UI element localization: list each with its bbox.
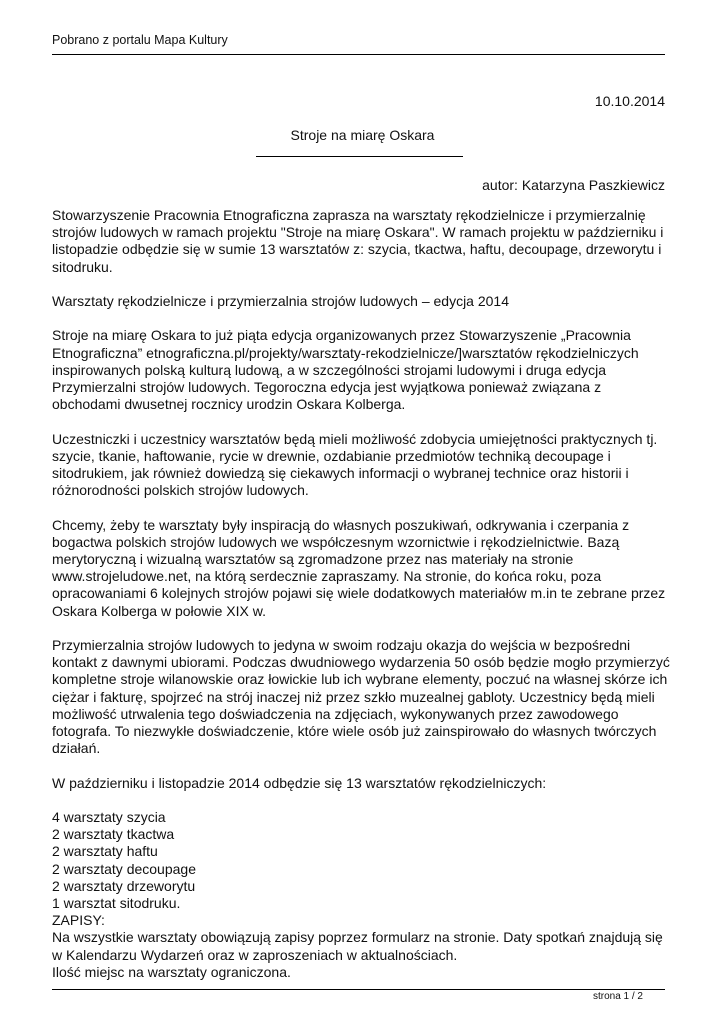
body-paragraph: Uczestniczki i uczestnicy warsztatów będą mieli możliwość zdobycia umiejętności praktycznych tj. szycie, tkanie, haftowanie, rycie w drewnie, ozdabianie przedmiotów techniką decoupage i sitodrukiem, jak również dowiedzą się ciekawych informacji o wybranej technice oraz historii i różnorodności polskich strojów ludowych. <box>52 430 658 499</box>
list-item: 2 warsztaty drzeworytu <box>52 877 196 894</box>
list-item: 4 warsztaty szycia <box>52 809 166 825</box>
article-body <box>52 207 672 981</box>
list-item: 2 warsztaty tkactwa <box>52 826 175 843</box>
body-paragraph: Chcemy, żeby te warsztaty były inspiracją do własnych poszukiwań, odkrywania i czerpania z bogactwa polskich strojów ludowych we współczesnym wzornictwie i rękodzielnictwie. Bazą merytoryczną i wizualną warsztatów są zgromadzone przez nas materiały na stronie www.strojeludowe.net, na którą serdecznie zapraszamy. Na stronie, do końca roku, poza opracowaniami 6 kolejnych strojów pojawi się wiele dodatkowych materiałów m.in te zebrane przez Oskara Kolberga w połowie XIX w. <box>52 516 666 619</box>
article-date: 10.10.2014 <box>594 93 665 109</box>
signup-heading: ZAPISY: <box>52 912 105 929</box>
signup-text: Na wszystkie warsztaty obowiązują zapisy poprzez formularz na stronie. Daty spotkań znajdują się w Kalendarzu Wydarzeń oraz w zaproszeniach w aktualnościach. <box>52 929 663 963</box>
article-author: autor: Katarzyna Paszkiewicz <box>482 177 665 193</box>
workshops-intro: W październiku i listopadzie 2014 odbędzie się 13 warsztatów rękodzielniczych: <box>52 774 547 791</box>
list-item: 2 warsztaty haftu <box>52 843 158 860</box>
list-item: 2 warsztaty decoupage <box>52 860 196 877</box>
footer-divider <box>52 989 665 990</box>
workshop-list <box>52 809 672 981</box>
list-item: 1 warsztat sitodruku. <box>52 895 181 912</box>
page-number: strona 1 / 2 <box>592 991 643 1002</box>
body-paragraph: Stroje na miarę Oskara to już piąta edycja organizowanych przez Stowarzyszenie „Pracownia Etnograficzna” etnograficzna.pl/projekty/warsztaty-rekodzielnicze/]warsztatów rękodzielniczych inspirowanych polską kulturą ludową, a w szczególności strojami ludowymi i druga edycja Przymierzalni strojów ludowych. Tegoroczna edycja jest wyjątkowa ponieważ związana z obchodami dwusetnej rocznicy urodzin Oskara Kolberga. <box>52 327 639 413</box>
title-underline <box>256 156 463 157</box>
subheading-paragraph: Warsztaty rękodzielnicze i przymierzalnia strojów ludowych – edycja 2014 <box>52 293 510 309</box>
intro-paragraph: Stowarzyszenie Pracownia Etnograficzna zaprasza na warsztaty rękodzielnicze i przymierzalnię strojów ludowych w ramach projektu "Stroje na miarę Oskara". W ramach projektu w październiku i listopadzie odbędzie się w sumie 13 warsztatów z: szycia, tkactwa, haftu, decoupage, drzeworytu i sitodruku. <box>52 207 664 275</box>
body-paragraph: Przymierzalnia strojów ludowych to jedyna w swoim rodzaju okazja do wejścia w bezpośredni kontakt z dawnymi ubiorami. Podczas dwudniowego wydarzenia 50 osób będzie mogło przymierzyć kompletne stroje wilanowskie oraz łowickie lub ich wybrane elementy, poczuć na własnej skórze ich ciężar i fakturę, spojrzeć na strój inaczej niż przez szkło muzealnej gabloty. Uczestnicy będą mieli możliwość utrwalenia tego doświadczenia na zdjęciach, wykonywanych przez zawodowego fotografa. To niezwykłe doświadczenie, które wiele osób już zainspirowało do własnych twórczych działań. <box>52 637 670 757</box>
article-title: Stroje na miarę Oskara <box>290 127 435 143</box>
signup-note: Ilość miejsc na warsztaty ograniczona. <box>52 963 291 980</box>
header-divider <box>52 54 665 55</box>
page-header-source: Pobrano z portalu Mapa Kultury <box>52 33 228 47</box>
